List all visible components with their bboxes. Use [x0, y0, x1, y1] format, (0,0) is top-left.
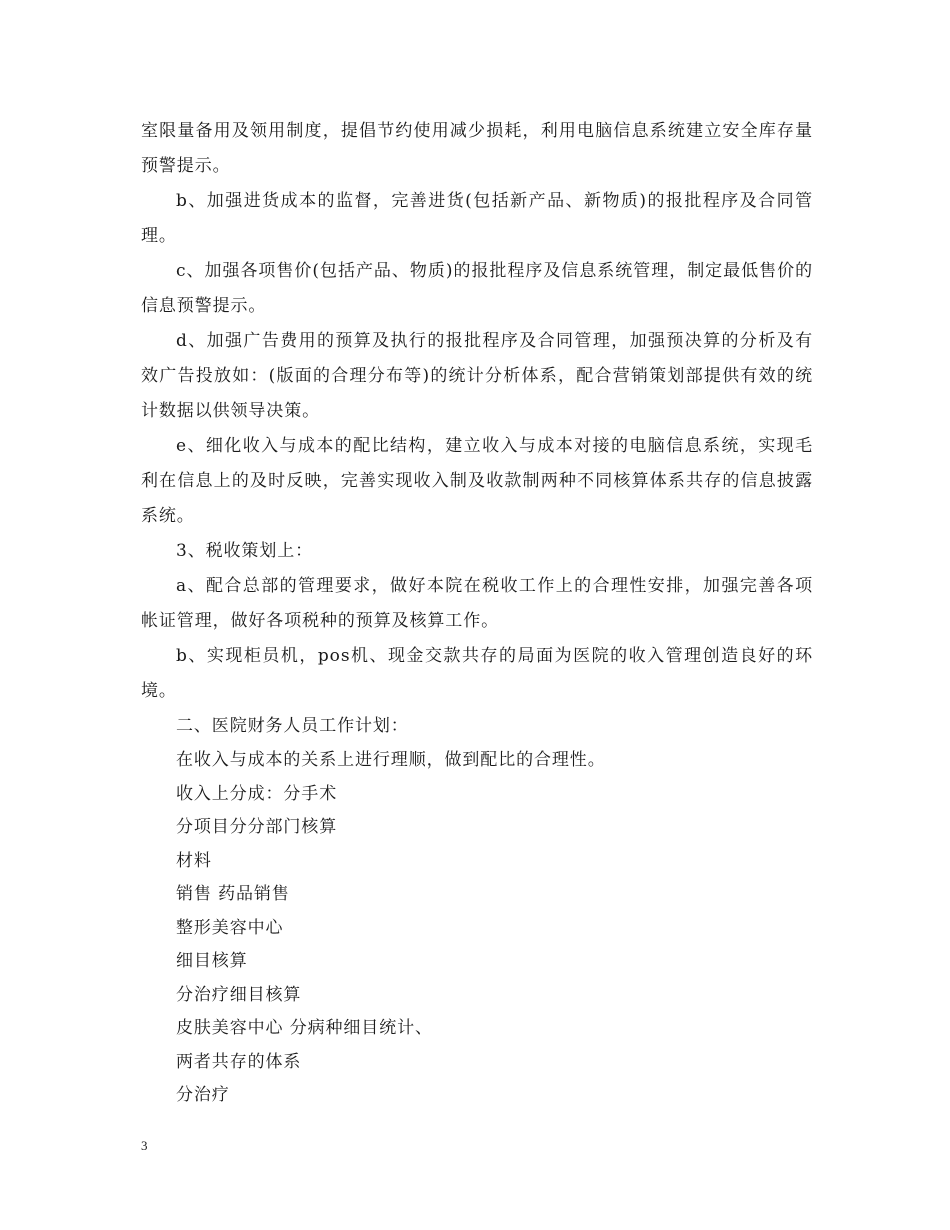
list-item: 整形美容中心	[176, 917, 284, 938]
paragraph-c-sales-price: c、加强各项售价(包括产品、物质)的报批程序及信息系统管理，制定最低售价的信息预警提示。	[141, 261, 813, 316]
paragraph-a-tax: a、配合总部的管理要求，做好本院在税收工作上的合理性安排，加强完善各项帐证管理，做好各项税种的预算及核算工作。	[141, 576, 813, 631]
list-item: 细目核算	[176, 951, 248, 971]
list-item: 分治疗细目核算	[176, 984, 302, 1005]
list-item: 收入上分成：分手术	[176, 783, 338, 804]
list-item: 分治疗	[176, 1085, 230, 1105]
paragraph-b-purchase-cost: b、加强进货成本的监督，完善进货(包括新产品、新物质)的报批程序及合同管理。	[141, 191, 813, 246]
list-item: 在收入与成本的关系上进行理顺，做到配比的合理性。	[176, 750, 606, 770]
heading-finance-staff-plan: 二、医院财务人员工作计划：	[176, 716, 409, 736]
list-item: 分项目分分部门核算	[176, 817, 338, 837]
list-item: 材料	[176, 850, 212, 871]
page-number: 3	[141, 1138, 148, 1153]
document-body	[141, 114, 813, 1113]
paragraph-b-payment: b、实现柜员机，pos机、现金交款共存的局面为医院的收入管理创造良好的环境。	[141, 646, 813, 701]
heading-tax-planning: 3、税收策划上：	[176, 541, 314, 561]
paragraph-e-income-cost: e、细化收入与成本的配比结构，建立收入与成本对接的电脑信息系统，实现毛利在信息上的及时反映，完善实现收入制及收款制两种不同核算体系共存的信息披露系统。	[141, 436, 813, 526]
list-item: 销售 药品销售	[176, 884, 290, 904]
plan-item-list	[141, 744, 813, 1113]
list-item: 皮肤美容中心 分病种细目统计、	[176, 1018, 433, 1038]
list-item: 两者共存的体系	[176, 1051, 302, 1072]
paragraph-continuation: 室限量备用及领用制度，提倡节约使用减少损耗，利用电脑信息系统建立安全库存量预警提示。	[141, 121, 813, 176]
paragraph-d-advertising: d、加强广告费用的预算及执行的报批程序及合同管理，加强预决算的分析及有效广告投放如：(版面的合理分布等)的统计分析体系，配合营销策划部提供有效的统计数据以供领导决策。	[141, 331, 813, 421]
